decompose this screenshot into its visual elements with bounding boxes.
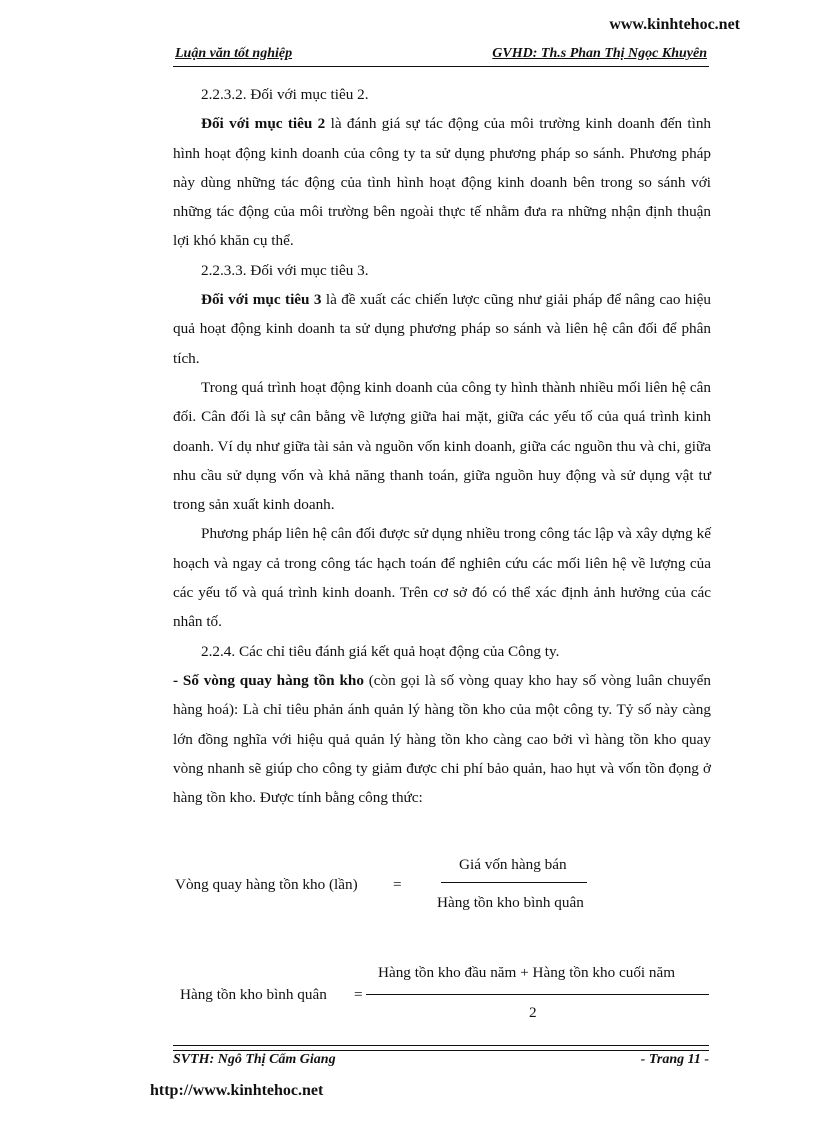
formula-denominator: Hàng tồn kho bình quân [437,894,584,911]
fraction-bar [441,882,587,883]
bold-lead: Đối với mục tiêu 2 [201,115,326,133]
formula-lhs: Vòng quay hàng tồn kho (lần) [175,876,358,893]
header-rule [173,66,709,67]
formula-denominator: 2 [529,1004,537,1021]
body-text [173,80,711,812]
footer-rule [173,1045,709,1051]
site-url-top: www.kinhtehoc.net [609,16,740,33]
formula-numerator: Giá vốn hàng bán [459,856,567,873]
heading-2-2-3-3: 2.2.3.3. Đối với mục tiêu 3. [201,261,369,279]
formula-average-inventory [180,960,720,1030]
heading-2-2-4: 2.2.4. Các chỉ tiêu đánh giá kết quả hoạt động của Công ty. [201,642,560,660]
heading-2-2-3-2: 2.2.3.2. Đối với mục tiêu 2. [201,86,369,103]
paragraph-objective-3: Đối với mục tiêu 3 là đề xuất các chiến lược cũng như giải pháp để nâng cao hiệu quả hoạt động kinh doanh ta sử dụng phương pháp so sánh và liên hệ cân đối để phân tích. [173,291,711,367]
header-thesis-label: Luận văn tốt nghiệp [175,46,293,61]
formula-equals: = [354,986,363,1003]
paragraph-inventory-turnover: - Số vòng quay hàng tồn kho (còn gọi là số vòng quay kho hay số vòng luân chuyển hàng hoá): Là chỉ tiêu phản ánh quản lý hàng tồn kho của một công ty. Tỷ số này càng lớn đồng nghĩa với hiệu quả quản lý hàng tồn kho càng cao bởi vì hàng tồn kho quay vòng nhanh sẽ giúp cho công ty giảm được chi phí bảo quản, hao hụt và vốn tồn đọng ở hàng tồn kho. Được tính bằng công thức: [173,671,711,807]
paragraph-balance: Trong quá trình hoạt động kinh doanh của công ty hình thành nhiều mối liên hệ cân đối. Cân đối là sự cân bằng về lượng giữa hai mặt, giữa các yếu tố của quá trình kinh doanh. Ví dụ như giữa tài sản và nguồn vốn kinh doanh, giữa các nguồn thu và chi, giữa nhu cầu sử dụng vốn và khả năng thanh toán, giữa nguồn huy động và sử dụng vật tư trong sản xuất kinh doanh. [173,378,711,514]
paragraph-balance-method: Phương pháp liên hệ cân đối được sử dụng nhiều trong công tác lập và xây dựng kế hoạch và ngay cả trong công tác hạch toán để nghiên cứu các mối liên hệ về lượng của các yếu tố và quá trình kinh doanh. Trên cơ sở đó có thể xác định ảnh hưởng của các nhân tố. [173,525,711,631]
bold-lead: - Số vòng quay hàng tồn kho [173,671,364,689]
paragraph-objective-2: Đối với mục tiêu 2 là đánh giá sự tác động của môi trường kinh doanh đến tình hình hoạt động kinh doanh của công ty ta sử dụng phương pháp so sánh. Phương pháp này dùng những tác động của tình hình hoạt động kinh doanh bên trong so sánh với những tác động của môi trường bên ngoài thực tế nhằm đưa ra những nhận định thuận lợi khó khăn cụ thể. [173,115,712,250]
bold-lead: Đối với mục tiêu 3 [201,291,322,309]
page-number: - Trang 11 - [640,1052,709,1067]
page-header [173,46,709,66]
header-supervisor: GVHD: Th.s Phan Thị Ngọc Khuyên [492,46,707,61]
formula-equals: = [393,876,402,893]
formula-numerator: Hàng tồn kho đầu năm + Hàng tồn kho cuối năm [378,964,676,981]
formula-lhs: Hàng tồn kho bình quân [180,986,327,1003]
page-footer [173,1052,709,1072]
site-url-bottom: http://www.kinhtehoc.net [150,1082,324,1099]
fraction-bar [366,994,709,995]
footer-student: SVTH: Ngô Thị Cẩm Giang [173,1052,336,1067]
formula-inventory-turnover [175,852,715,922]
